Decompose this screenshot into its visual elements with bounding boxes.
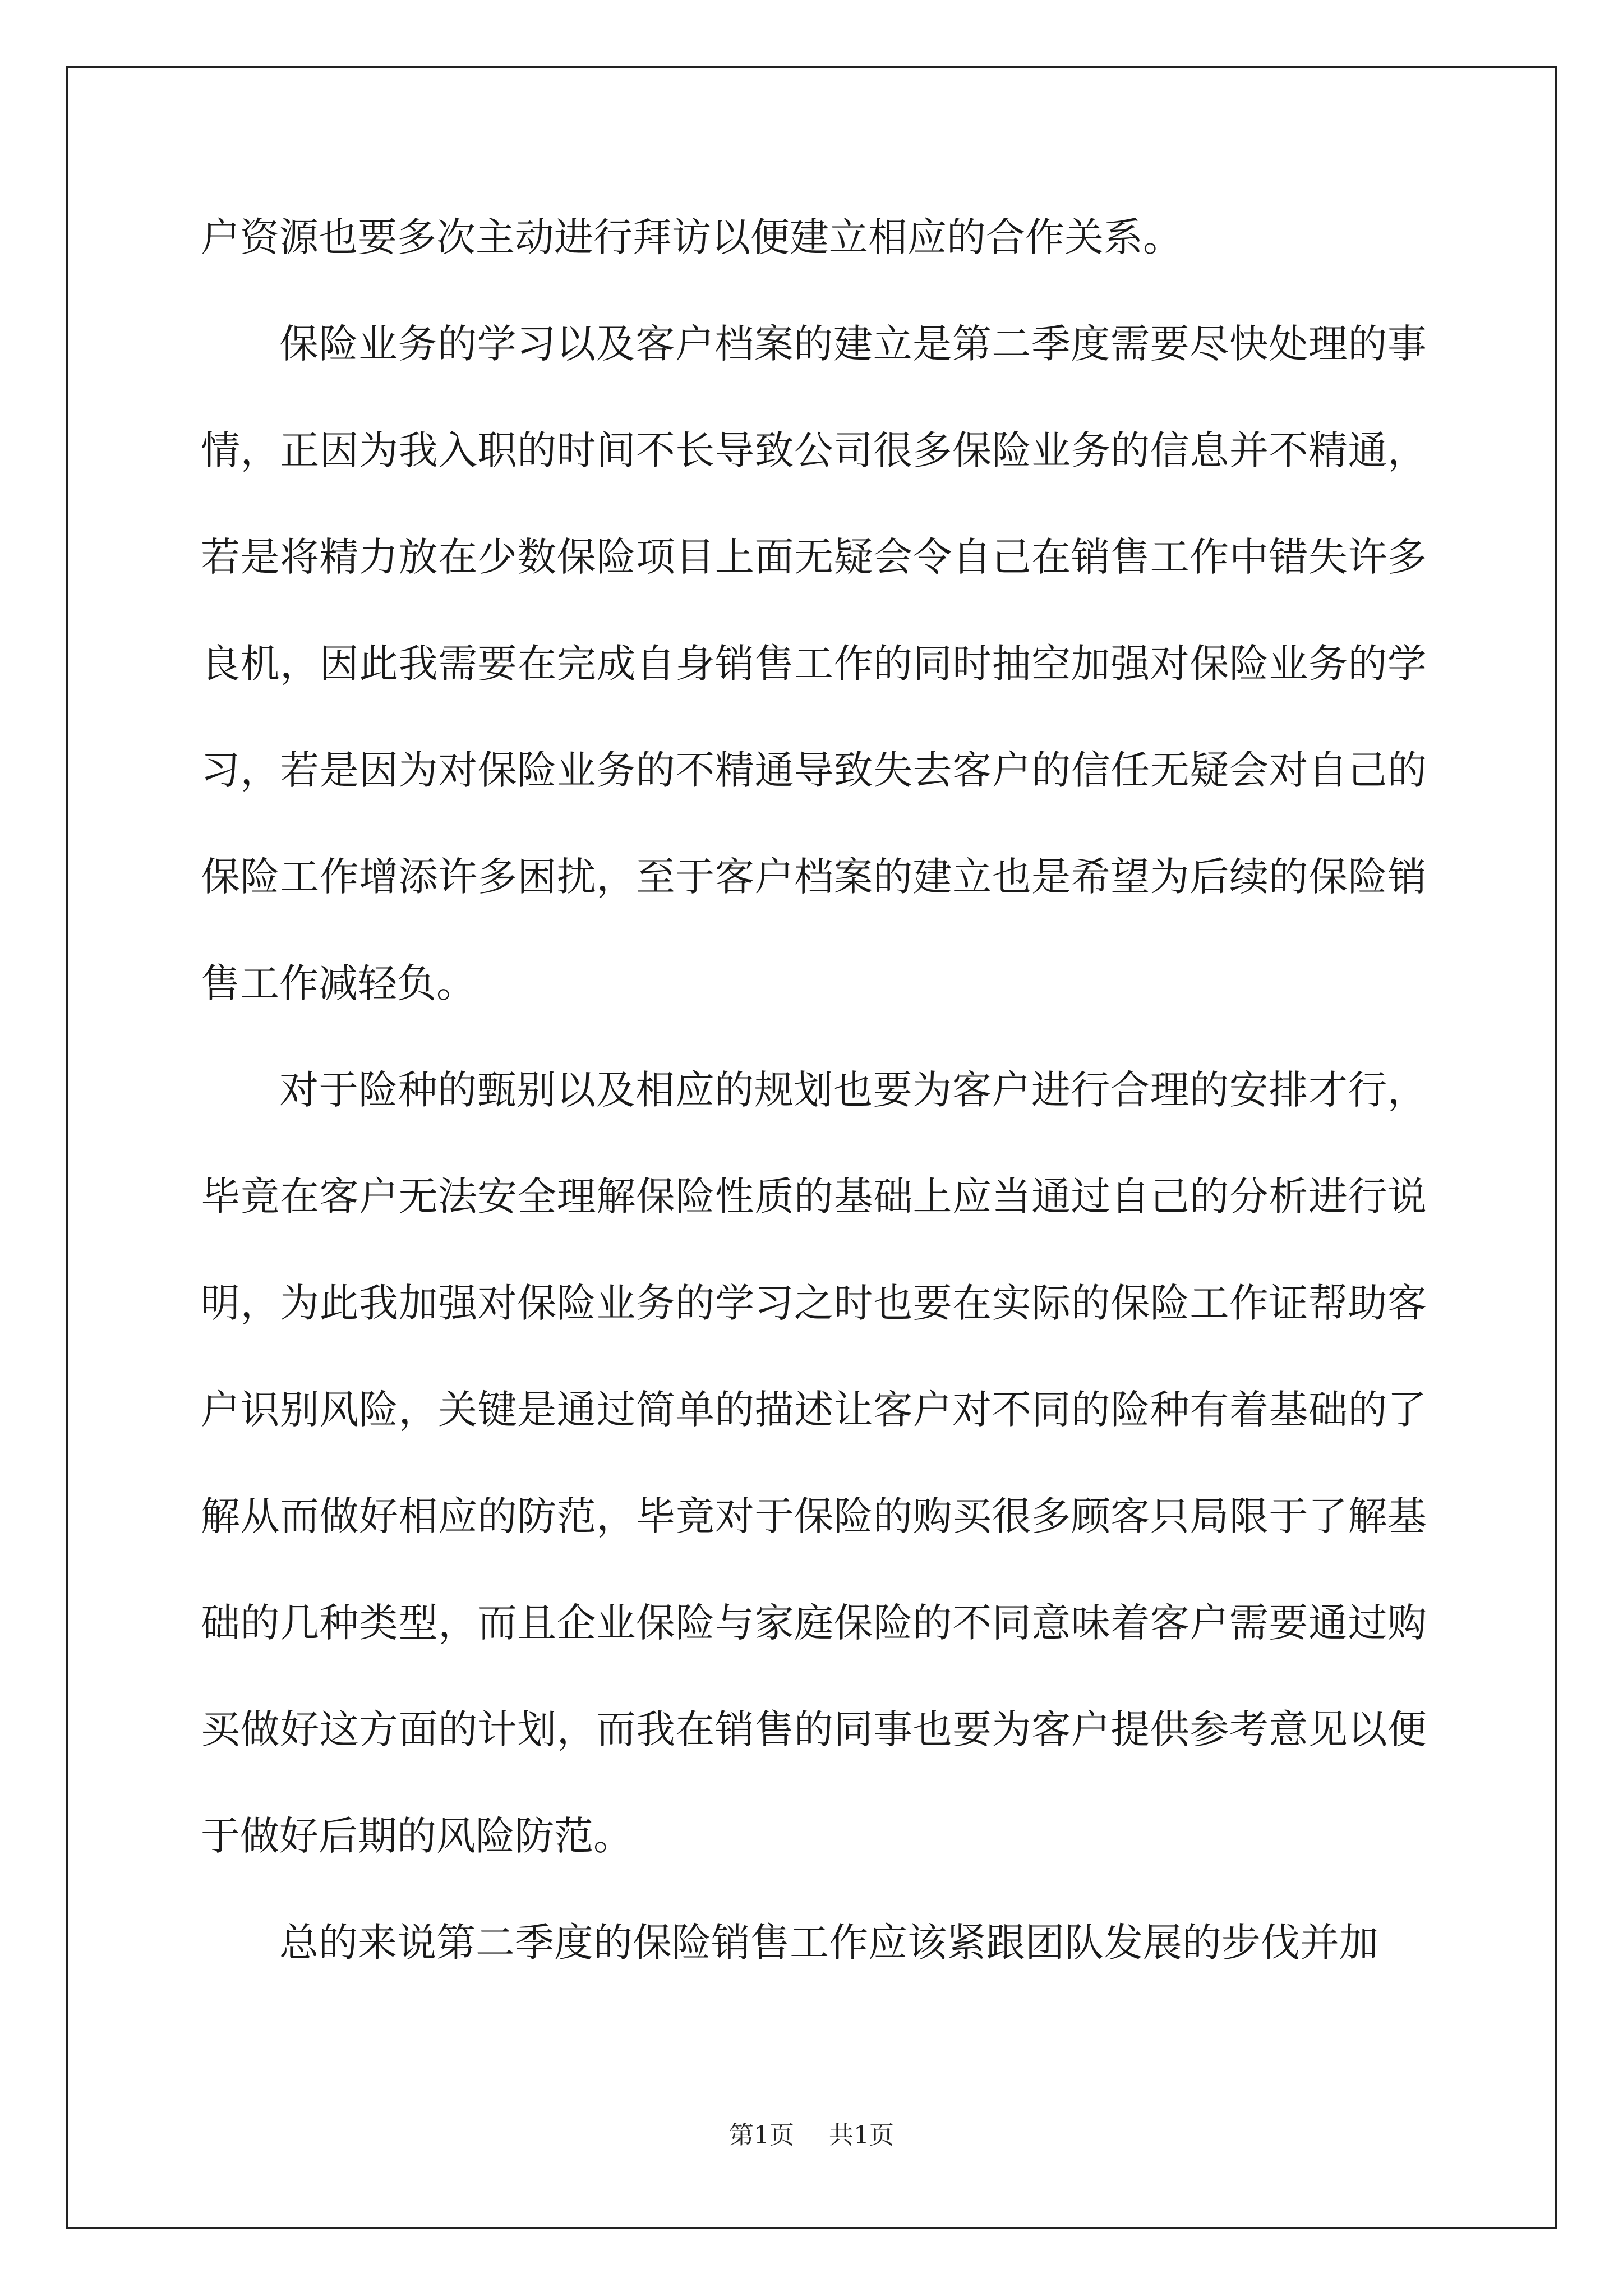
paragraph-1: 户资源也要多次主动进行拜访以便建立相应的合作关系。 xyxy=(201,214,1182,260)
paragraph-4: 总的来说第二季度的保险销售工作应该紧跟团队发展的步伐并加 xyxy=(279,1920,1378,1966)
page-number: 第1页 xyxy=(729,2121,794,2150)
document-body xyxy=(201,184,1427,1996)
page-footer xyxy=(0,2115,1623,2151)
page-total: 共1页 xyxy=(829,2121,894,2150)
paragraph-3: 对于险种的甄别以及相应的规划也要为客户进行合理的安排才行，毕竟在客户无法安全理解保险性质的基础上应当通过自己的分析进行说明，为此我加强对保险业务的学习之时也要在实际的保险工作证帮助客户识别风险，关键是通过简单的描述让客户对不同的险种有着基础的了解从而做好相应的防范，毕竟对于保险的购买很多顾客只局限于了解基础的几种类型，而且企业保险与家庭保险的不同意味着客户需要通过购买做好这方面的计划，而我在销售的同事也要为客户提供参考意见以便于做好后期的风险防范。 xyxy=(201,1067,1427,1859)
paragraph-2: 保险业务的学习以及客户档案的建立是第二季度需要尽快处理的事情，正因为我入职的时间不长导致公司很多保险业务的信息并不精通，若是将精力放在少数保险项目上面无疑会令自己在销售工作中错失许多良机，因此我需要在完成自身销售工作的同时抽空加强对保险业务的学习，若是因为对保险业务的不精通导致失去客户的信任无疑会对自己的保险工作增添许多困扰，至于客户档案的建立也是希望为后续的保险销售工作减轻负。 xyxy=(201,321,1427,1006)
